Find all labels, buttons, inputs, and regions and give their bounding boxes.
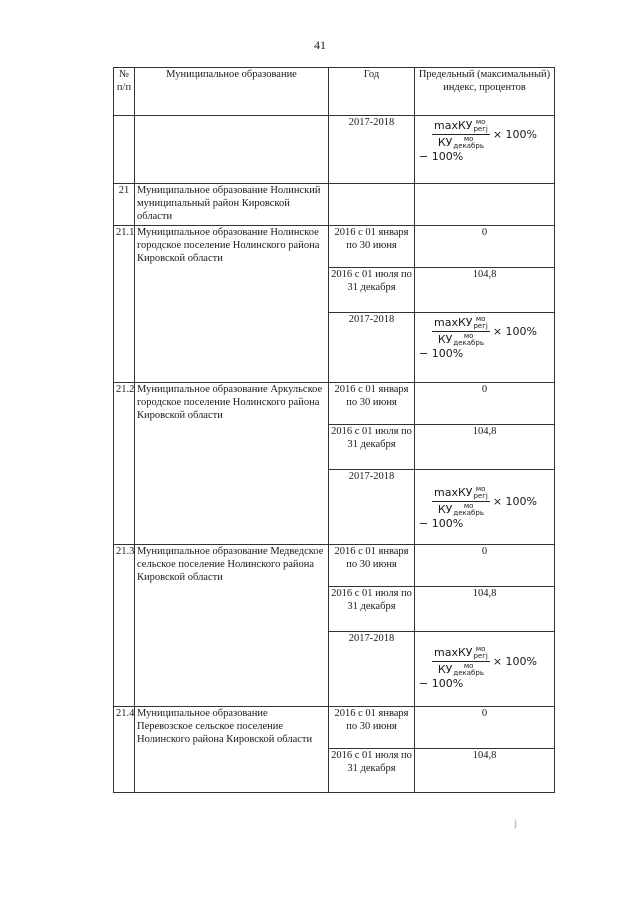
table-row xyxy=(114,226,555,268)
cell-year: 2017-2018 xyxy=(329,116,415,184)
cell-year: 2016 с 01 июля по 31 декабря xyxy=(329,749,415,793)
cell-num: 21.3 xyxy=(114,545,135,707)
cell-year: 2016 с 01 января по 30 июня xyxy=(329,707,415,749)
cell-index: 104,8 xyxy=(415,749,555,793)
cell-index xyxy=(415,184,555,226)
cell-num xyxy=(114,116,135,184)
index-formula: maxКУ мо регj КУ мо декабрь × 100% − 100% xyxy=(415,116,555,184)
formula-expression: maxКУ мо регj КУ мо декабрь × 100% xyxy=(433,118,538,150)
cell-municipality: Муниципальное образование Аркульское городское поселение Нолинского района Кировской области xyxy=(135,383,329,545)
table-row xyxy=(114,116,555,184)
table-header-row xyxy=(114,68,555,116)
index-formula: maxКУ мо регj КУ мо декабрь × 100% − 100% xyxy=(415,313,555,383)
header-num: № п/п xyxy=(114,68,135,116)
index-table xyxy=(113,67,555,793)
cell-num: 21.2 xyxy=(114,383,135,545)
cell-num: 21.4 xyxy=(114,707,135,793)
cell-index: 104,8 xyxy=(415,587,555,632)
header-index: Предельный (максимальный) индекс, процентов xyxy=(415,68,555,116)
cell-index: 0 xyxy=(415,383,555,425)
cell-year: 2016 с 01 января по 30 июня xyxy=(329,545,415,587)
header-year: Год xyxy=(329,68,415,116)
cell-year: 2016 с 01 июля по 31 декабря xyxy=(329,268,415,313)
cell-num: 21 xyxy=(114,184,135,226)
cell-index: 0 xyxy=(415,707,555,749)
index-formula: maxКУ мо регj КУ мо декабрь × 100% − 100% xyxy=(415,632,555,707)
table-row xyxy=(114,383,555,425)
margin-mark: j xyxy=(514,818,517,828)
cell-index: 0 xyxy=(415,545,555,587)
cell-year: 2016 с 01 января по 30 июня xyxy=(329,226,415,268)
cell-year: 2017-2018 xyxy=(329,470,415,545)
cell-index: 104,8 xyxy=(415,425,555,470)
page-number: 41 xyxy=(314,38,326,52)
table-row xyxy=(114,184,555,226)
cell-municipality xyxy=(135,116,329,184)
table-row xyxy=(114,545,555,587)
header-municipality: Муниципальное образование xyxy=(135,68,329,116)
formula-expression: maxКУ мо регj КУ мо декабрь × 100% xyxy=(433,645,538,677)
formula-expression: maxКУ мо регj КУ мо декабрь × 100% xyxy=(433,485,538,517)
cell-year: 2017-2018 xyxy=(329,632,415,707)
cell-municipality: Муниципальное образование Нолинский муниципальный район Кировской области xyxy=(135,184,329,226)
cell-index: 0 xyxy=(415,226,555,268)
cell-year: 2016 с 01 июля по 31 декабря xyxy=(329,587,415,632)
cell-year: 2016 с 01 января по 30 июня xyxy=(329,383,415,425)
cell-year xyxy=(329,184,415,226)
formula-expression: maxКУ мо регj КУ мо декабрь × 100% xyxy=(433,315,538,347)
cell-municipality: Муниципальное образование Нолинское городское поселение Нолинского района Кировской области xyxy=(135,226,329,383)
index-formula: maxКУ мо регj КУ мо декабрь × 100% − 100% xyxy=(415,470,555,545)
cell-municipality: Муниципальное образование Перевозское сельское поселение Нолинского района Кировской области xyxy=(135,707,329,793)
cell-num: 21.1 xyxy=(114,226,135,383)
cell-index: 104,8 xyxy=(415,268,555,313)
cell-year: 2016 с 01 июля по 31 декабря xyxy=(329,425,415,470)
cell-municipality: Муниципальное образование Медведское сельское поселение Нолинского района Кировской области xyxy=(135,545,329,707)
cell-year: 2017-2018 xyxy=(329,313,415,383)
table-row xyxy=(114,707,555,749)
